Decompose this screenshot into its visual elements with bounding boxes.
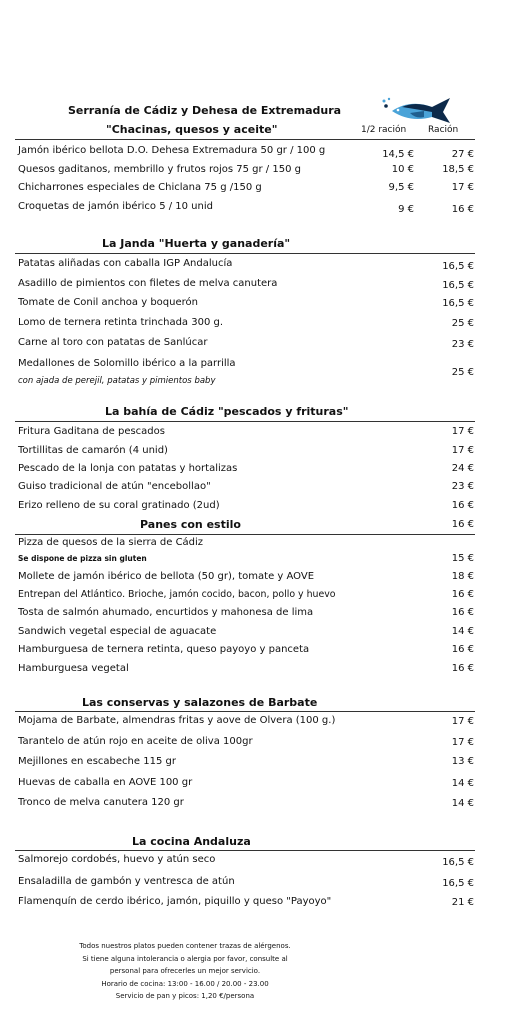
menu-item-note: Se dispone de pizza sin gluten xyxy=(18,554,147,563)
price-full: 17 € xyxy=(451,182,474,193)
price: 17 € xyxy=(451,737,474,748)
menu-item: Patatas aliñadas con caballa IGP Andalucía xyxy=(18,258,233,269)
menu-item: Tarantelo de atún rojo en aceite de oliva 100gr xyxy=(18,736,253,747)
price: 25 € xyxy=(451,367,474,378)
price: 16,5 € xyxy=(442,878,474,889)
menu-item: Mojama de Barbate, almendras fritas y aove de Olvera (100 g.) xyxy=(18,715,336,726)
footer-line: Si tiene alguna intolerancia o alergia por favor, consulte al xyxy=(82,954,288,963)
menu-item: Mejillones en escabeche 115 gr xyxy=(18,756,176,767)
price: 15 € xyxy=(451,553,474,564)
price-full: 18,5 € xyxy=(442,164,474,175)
menu-item: Tortillitas de camarón (4 unid) xyxy=(18,445,168,456)
section-title-conservas: Las conservas y salazones de Barbate xyxy=(82,696,318,709)
price: 16 € xyxy=(451,644,474,655)
menu-item: Guiso tradicional de atún "encebollao" xyxy=(18,481,211,492)
menu-item: Quesos gaditanos, membrillo y frutos rojos 75 gr / 150 g xyxy=(18,164,301,175)
section-title-cocina: La cocina Andaluza xyxy=(132,835,251,848)
price: 17 € xyxy=(451,445,474,456)
menu-item: Pescado de la lonja con patatas y hortalizas xyxy=(18,463,238,474)
price-half: 9 € xyxy=(398,204,414,215)
price: 16 € xyxy=(451,589,474,600)
price: 17 € xyxy=(451,426,474,437)
menu-item: Ensaladilla de gambón y ventresca de atún xyxy=(18,876,235,887)
menu-item: Croquetas de jamón ibérico 5 / 10 unid xyxy=(18,201,213,212)
price: 14 € xyxy=(451,798,474,809)
menu-item: Huevas de caballa en AOVE 100 gr xyxy=(18,777,193,788)
menu-item: Entrepan del Atlántico. Brioche, jamón cocido, bacon, pollo y huevo xyxy=(18,589,336,600)
divider xyxy=(15,253,475,254)
price-half: 10 € xyxy=(391,164,414,175)
price: 14 € xyxy=(451,778,474,789)
divider xyxy=(15,421,475,422)
price: 16,5 € xyxy=(442,261,474,272)
section-subtitle-serrania: "Chacinas, quesos y aceite" xyxy=(106,123,278,136)
menu-item: Chicharrones especiales de Chiclana 75 g /150 g xyxy=(18,182,262,193)
section-title-bahia: La bahía de Cádiz "pescados y frituras" xyxy=(105,405,349,418)
divider xyxy=(15,534,475,535)
menu-item: Carne al toro con patatas de Sanlúcar xyxy=(18,337,208,348)
menu-item: Sandwich vegetal especial de aguacate xyxy=(18,626,217,637)
price-full: 16 € xyxy=(451,204,474,215)
fish-logo-icon xyxy=(380,95,455,125)
section-title-panes: Panes con estilo xyxy=(140,518,241,531)
price: 16 € xyxy=(451,500,474,511)
divider xyxy=(15,139,475,140)
price: 21 € xyxy=(451,897,474,908)
menu-item: Tosta de salmón ahumado, encurtidos y mahonesa de lima xyxy=(18,607,314,618)
divider xyxy=(15,711,475,712)
price-full: 27 € xyxy=(451,149,474,160)
price: 25 € xyxy=(451,318,474,329)
price-half: 14,5 € xyxy=(382,149,414,160)
menu-item: Tomate de Conil anchoa y boquerón xyxy=(18,297,198,308)
price: 16,5 € xyxy=(442,280,474,291)
divider xyxy=(15,850,475,851)
price: 16 € xyxy=(451,519,474,530)
footer-notes xyxy=(60,940,310,1003)
menu-item: Mollete de jamón ibérico de bellota (50 gr), tomate y AOVE xyxy=(18,571,315,582)
price: 16,5 € xyxy=(442,298,474,309)
column-header-half: 1/2 ración xyxy=(361,125,407,135)
price: 14 € xyxy=(451,626,474,637)
menu-item: Hamburguesa de ternera retinta, queso payoyo y panceta xyxy=(18,644,310,655)
price: 24 € xyxy=(451,463,474,474)
footer-line: Servicio de pan y picos: 1,20 €/persona xyxy=(115,992,255,1000)
menu-item: Pizza de quesos de la sierra de Cádiz xyxy=(18,537,204,548)
price: 23 € xyxy=(451,339,474,350)
column-header-full: Ración xyxy=(428,125,459,135)
menu-item: Erizo relleno de su coral gratinado (2ud) xyxy=(18,500,220,511)
price-half: 9,5 € xyxy=(388,182,414,193)
price: 16,5 € xyxy=(442,857,474,868)
menu-item: Flamenquín de cerdo ibérico, jamón, piquillo y queso "Payoyo" xyxy=(18,896,332,907)
menu-item: Lomo de ternera retinta trinchada 300 g. xyxy=(18,317,224,328)
menu-item-description: con ajada de perejil, patatas y pimientos baby xyxy=(18,376,216,386)
menu-item: Asadillo de pimientos con filetes de melva canutera xyxy=(18,278,278,289)
section-title-serrania: Serranía de Cádiz y Dehesa de Extremadura xyxy=(68,104,342,117)
section-title-la-janda: La Janda "Huerta y ganadería" xyxy=(102,237,291,250)
menu-item: Tronco de melva canutera 120 gr xyxy=(18,797,184,808)
menu-item: Jamón ibérico bellota D.O. Dehesa Extremadura 50 gr / 100 g xyxy=(18,145,326,156)
price: 16 € xyxy=(451,663,474,674)
footer-line: personal para ofrecerles un mejor servicio. xyxy=(109,967,261,975)
price: 23 € xyxy=(451,481,474,492)
menu-item: Salmorejo cordobés, huevo y atún seco xyxy=(18,854,216,865)
price: 16 € xyxy=(451,607,474,618)
menu-item: Medallones de Solomillo ibérico a la parrilla xyxy=(18,358,236,369)
price: 17 € xyxy=(451,716,474,727)
menu-item: Hamburguesa vegetal xyxy=(18,663,129,674)
price: 13 € xyxy=(451,756,474,767)
price: 18 € xyxy=(451,571,474,582)
footer-line: Horario de cocina: 13:00 - 16.00 / 20.00 - 23.00 xyxy=(101,979,269,988)
menu-item: Fritura Gaditana de pescados xyxy=(18,426,165,437)
footer-line: Todos nuestros platos pueden contener trazas de alérgenos. xyxy=(79,942,291,950)
